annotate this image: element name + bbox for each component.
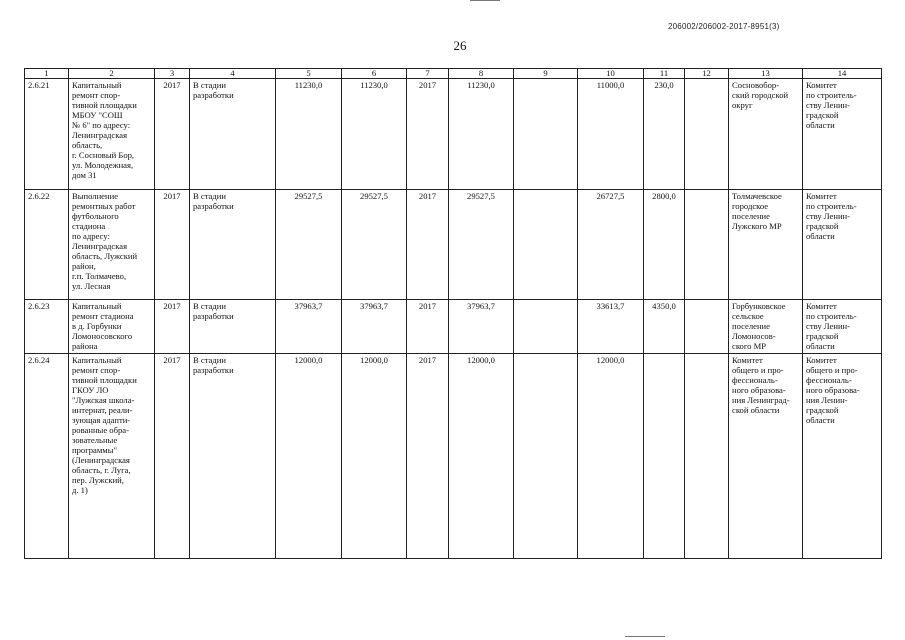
year-cell: 2017 bbox=[155, 190, 190, 300]
project-description: Капитальный ремонт стадиона в д. Горбунки Ломоносовского района bbox=[69, 300, 155, 354]
item-number: 2.6.22 bbox=[25, 190, 69, 300]
value-cell: 29527,5 bbox=[276, 190, 342, 300]
responsible-cell: Комитет по строитель- ству Ленин- градской области bbox=[803, 300, 882, 354]
value-cell bbox=[514, 354, 578, 559]
item-number: 2.6.24 bbox=[25, 354, 69, 559]
status-cell: В стадии разработки bbox=[190, 300, 276, 354]
recipient-cell: Толмачевское городское поселение Лужского МР bbox=[729, 190, 803, 300]
value-cell: 2800,0 bbox=[644, 190, 685, 300]
project-description: Выполнение ремонтных работ футбольного стадиона по адресу: Ленинградская область, Лужский район, г.п. Толмачево, ул. Лесная bbox=[69, 190, 155, 300]
column-header: 11 bbox=[644, 69, 685, 79]
table-row bbox=[25, 79, 882, 190]
value-cell bbox=[514, 190, 578, 300]
column-header: 12 bbox=[685, 69, 729, 79]
table-row bbox=[25, 190, 882, 300]
value-cell bbox=[685, 354, 729, 559]
value-cell: 29527,5 bbox=[342, 190, 407, 300]
column-header: 2 bbox=[69, 69, 155, 79]
page-number: 26 bbox=[453, 38, 467, 53]
year-cell: 2017 bbox=[155, 300, 190, 354]
value-cell: 4350,0 bbox=[644, 300, 685, 354]
value-cell: 33613,7 bbox=[578, 300, 644, 354]
responsible-cell: Комитет общего и про- фессиональ- ного образова- ния Ленин- градской области bbox=[803, 354, 882, 559]
year-cell: 2017 bbox=[155, 354, 190, 559]
value-cell: 11000,0 bbox=[578, 79, 644, 190]
value-cell bbox=[685, 190, 729, 300]
value-cell: 37963,7 bbox=[276, 300, 342, 354]
value-cell bbox=[685, 79, 729, 190]
project-description: Капитальный ремонт спор- тивной площадки МБОУ "СОШ № 6" по адресу: Ленинградская область, г. Сосновый Бор, ул. Молодежная, дом 31 bbox=[69, 79, 155, 190]
column-header: 13 bbox=[729, 69, 803, 79]
column-header: 3 bbox=[155, 69, 190, 79]
value-cell: 29527,5 bbox=[449, 190, 514, 300]
column-number-row bbox=[25, 69, 882, 79]
value-cell bbox=[644, 354, 685, 559]
status-cell: В стадии разработки bbox=[190, 79, 276, 190]
scan-mark-bottom bbox=[625, 636, 665, 637]
recipient-cell: Горбунковское сельское поселение Ломоносов- ского МР bbox=[729, 300, 803, 354]
responsible-cell: Комитет по строитель- ству Ленин- градской области bbox=[803, 79, 882, 190]
column-header: 4 bbox=[190, 69, 276, 79]
column-header: 5 bbox=[276, 69, 342, 79]
value-cell: 11230,0 bbox=[342, 79, 407, 190]
value-cell bbox=[514, 300, 578, 354]
column-header: 7 bbox=[407, 69, 449, 79]
year-cell: 2017 bbox=[407, 354, 449, 559]
value-cell: 230,0 bbox=[644, 79, 685, 190]
year-cell: 2017 bbox=[155, 79, 190, 190]
column-header: 9 bbox=[514, 69, 578, 79]
value-cell: 11230,0 bbox=[276, 79, 342, 190]
value-cell: 37963,7 bbox=[449, 300, 514, 354]
column-header: 10 bbox=[578, 69, 644, 79]
value-cell: 11230,0 bbox=[449, 79, 514, 190]
recipient-cell: Сосновобор- ский городской округ bbox=[729, 79, 803, 190]
table-row bbox=[25, 354, 882, 559]
value-cell: 12000,0 bbox=[578, 354, 644, 559]
year-cell: 2017 bbox=[407, 79, 449, 190]
item-number: 2.6.23 bbox=[25, 300, 69, 354]
year-cell: 2017 bbox=[407, 190, 449, 300]
value-cell: 12000,0 bbox=[342, 354, 407, 559]
column-header: 1 bbox=[25, 69, 69, 79]
value-cell: 12000,0 bbox=[449, 354, 514, 559]
data-table bbox=[24, 68, 882, 559]
year-cell: 2017 bbox=[407, 300, 449, 354]
column-header: 14 bbox=[803, 69, 882, 79]
scan-mark-top bbox=[470, 0, 500, 1]
column-header: 6 bbox=[342, 69, 407, 79]
value-cell bbox=[685, 300, 729, 354]
value-cell: 12000,0 bbox=[276, 354, 342, 559]
value-cell: 37963,7 bbox=[342, 300, 407, 354]
project-description: Капитальный ремонт спор- тивной площадки ГКОУ ЛО "Лужская школа- интернат, реали- зующая адапти- рованные обра- зовательные программы" (Ленинградская область, г. Луга, пер. Лужский, д. 1) bbox=[69, 354, 155, 559]
responsible-cell: Комитет по строитель- ству Ленин- градской области bbox=[803, 190, 882, 300]
status-cell: В стадии разработки bbox=[190, 190, 276, 300]
value-cell bbox=[514, 79, 578, 190]
status-cell: В стадии разработки bbox=[190, 354, 276, 559]
column-header: 8 bbox=[449, 69, 514, 79]
document-id: 206002/206002-2017-8951(3) bbox=[668, 22, 780, 31]
value-cell: 26727,5 bbox=[578, 190, 644, 300]
recipient-cell: Комитет общего и про- фессиональ- ного образова- ния Ленинград- ской области bbox=[729, 354, 803, 559]
table-row bbox=[25, 300, 882, 354]
item-number: 2.6.21 bbox=[25, 79, 69, 190]
